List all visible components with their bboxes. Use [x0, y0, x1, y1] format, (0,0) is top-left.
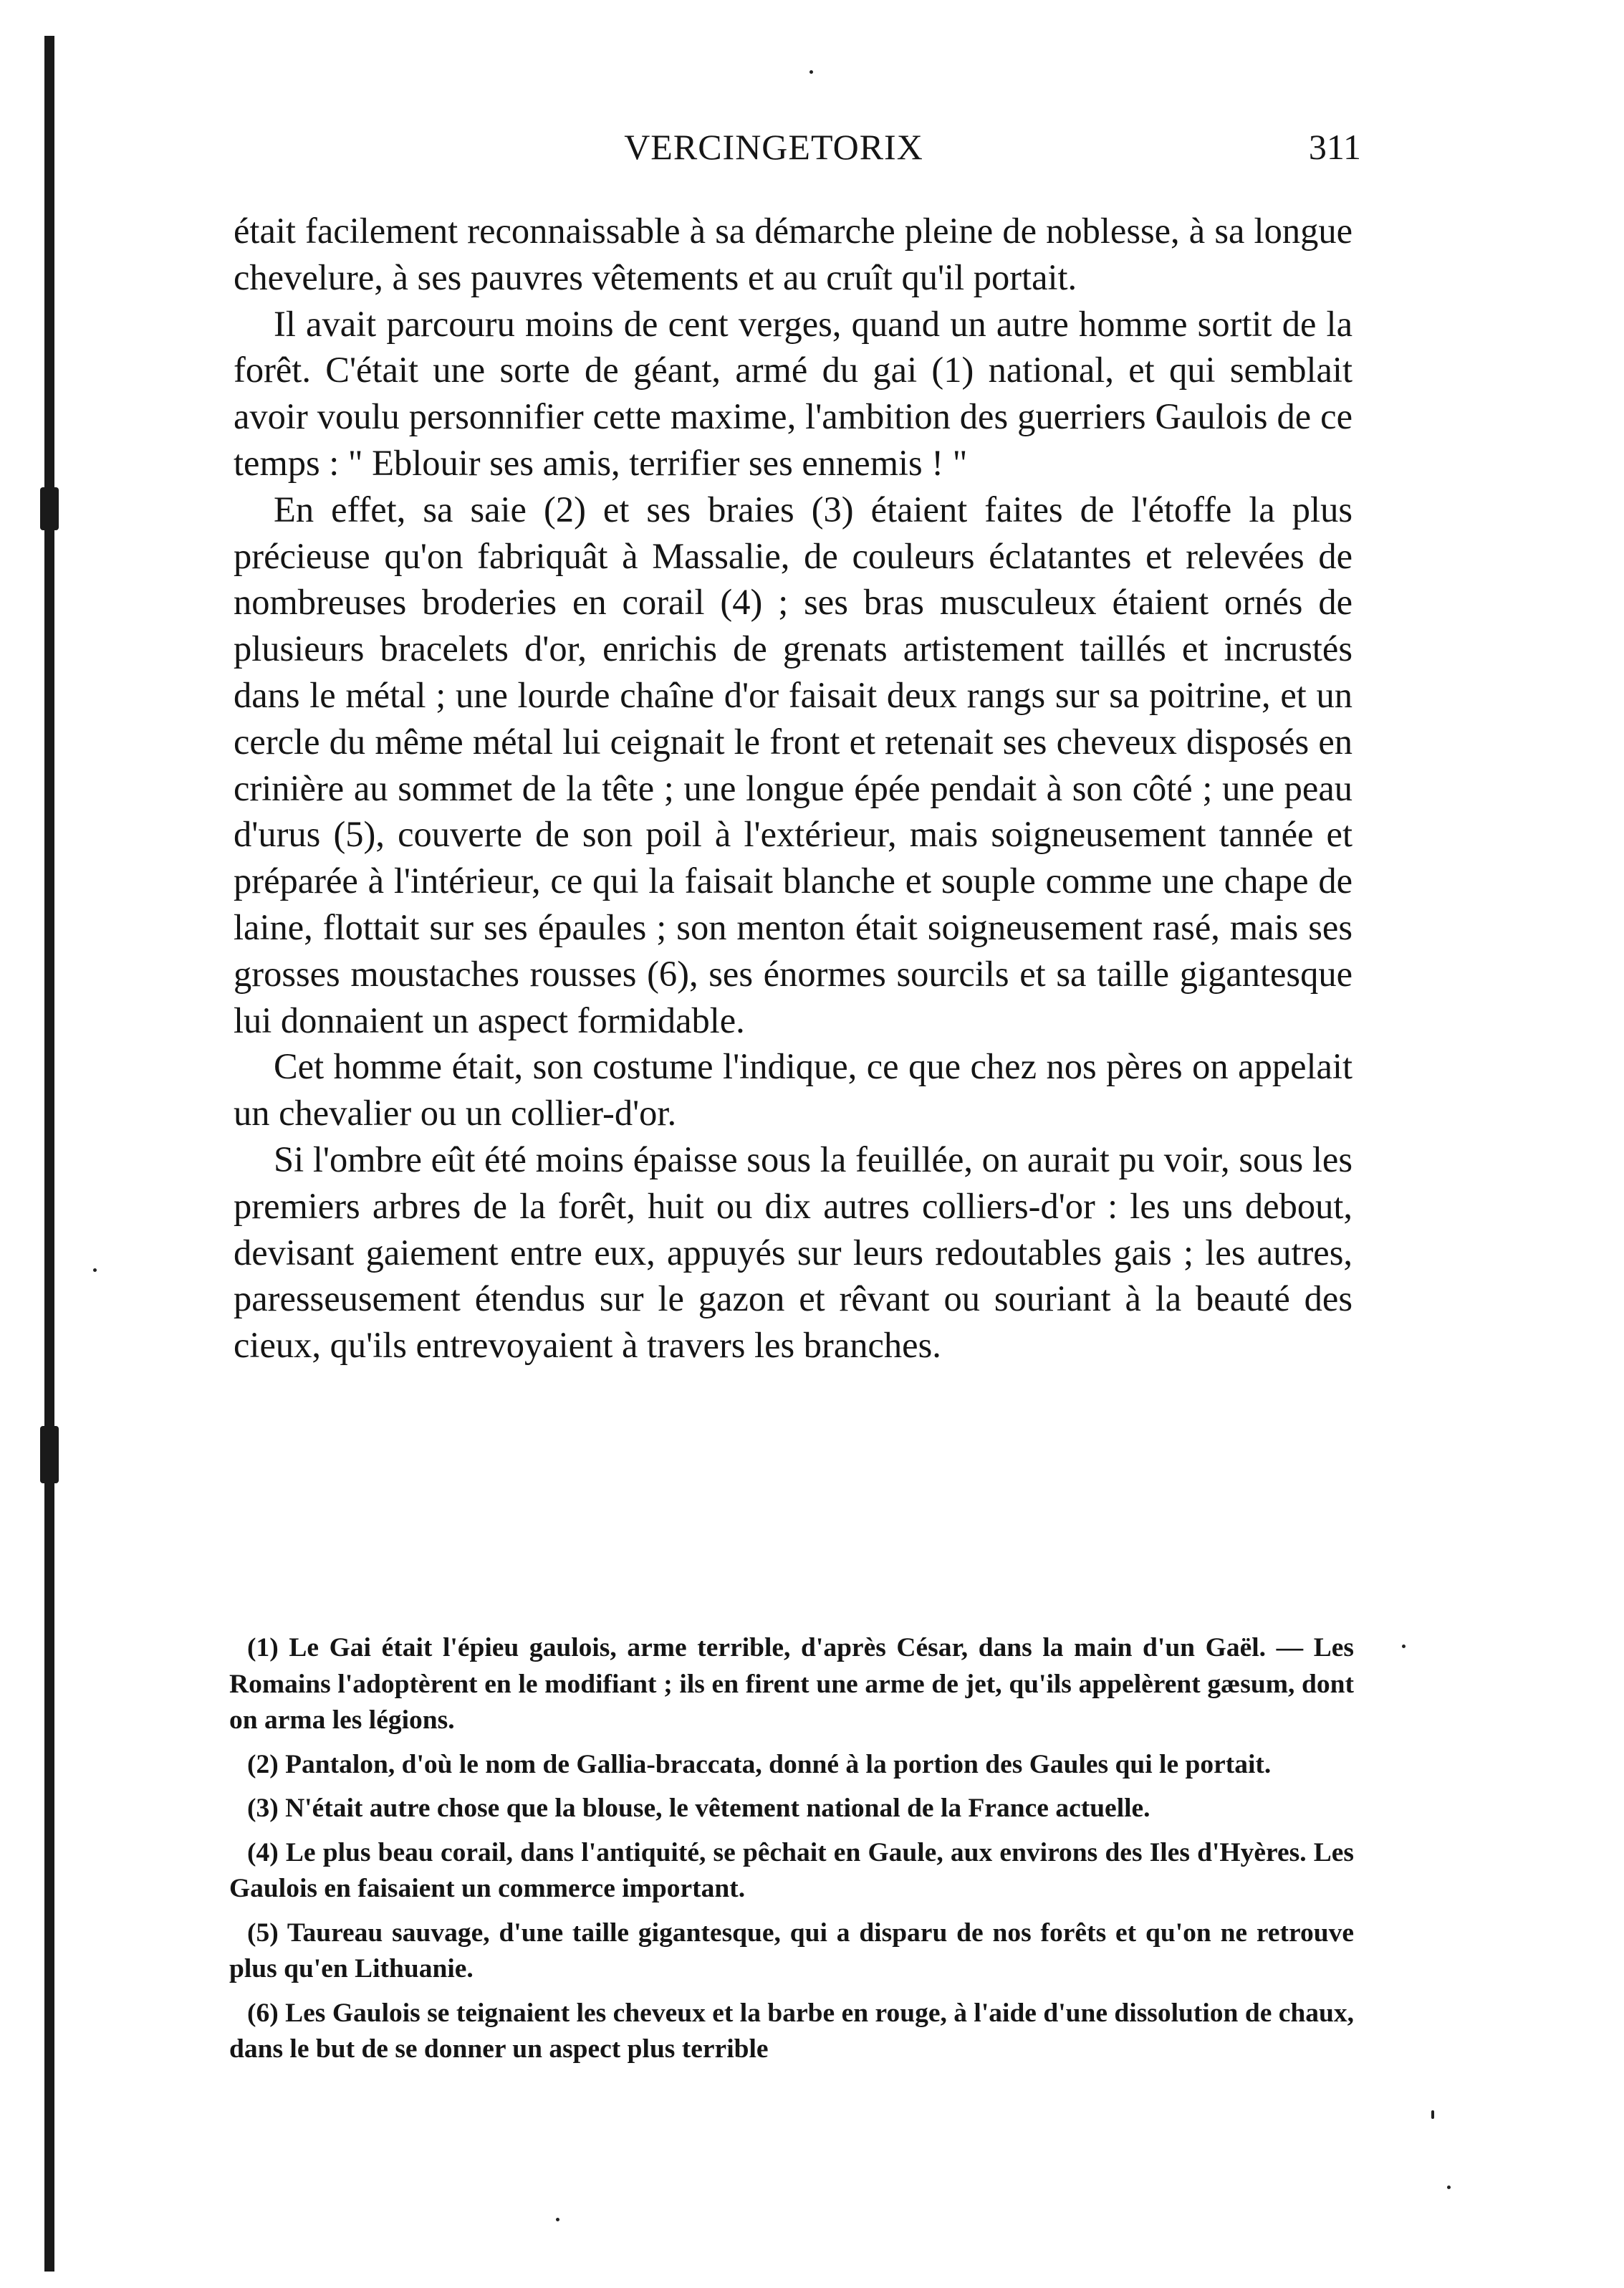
footnote: (5) Taureau sauvage, d'une taille gigantesque, qui a disparu de nos forêts et qu'on ne retrouve plus qu'en Lithuanie. [229, 1918, 1354, 1983]
body-text [234, 208, 1352, 1369]
footnote: (1) Le Gai était l'épieu gaulois, arme terrible, d'après César, dans la main d'un Gaël. — Les Romains l'adoptèrent en le modifiant ; ils en firent une arme de jet, qu'ils appelèrent gæsum, dont on arma les légions. [229, 1633, 1354, 1735]
binding-notch [40, 487, 59, 530]
ink-speck [1447, 2186, 1451, 2189]
footnote: (2) Pantalon, d'où le nom de Gallia-braccata, donné à la portion des Gaules qui le portait. [247, 1749, 1272, 1779]
page-number: 311 [1308, 127, 1361, 167]
page-binding-edge [44, 36, 54, 2272]
running-head-title: VERCINGETORIX [624, 127, 923, 167]
paragraph: était facilement reconnaissable à sa démarche pleine de noblesse, à sa longue chevelure, à ses pauvres vêtements et au cruît qu'il portait. [234, 211, 1352, 297]
paragraph: En effet, sa saie (2) et ses braies (3) étaient faites de l'étoffe la plus précieuse qu'on fabriquât à Massalie, de couleurs éclatantes et relevées de nombreuses broderies en corail (4) ; ses bras musculeux étaient ornés de plusieurs bracelets d'or, enrichis de grenats artistement taillés et incrustés dans le métal ; une lourde chaîne d'or faisait deux rangs sur sa poitrine, et un cercle du même métal lui ceignait le front et retenait ses cheveux disposés en crinière au sommet de la tête ; une longue épée pendait à son côté ; une peau d'urus (5), couverte de son poil à l'extérieur, mais soigneusement tannée et préparée à l'intérieur, ce qui la faisait blanche et souple comme une chape de laine, flottait sur ses épaules ; son menton était soigneusement rasé, mais ses grosses moustaches rousses (6), ses énormes sourcils et sa taille gigantesque lui donnaient un aspect formidable. [234, 489, 1352, 1040]
paragraph: Il avait parcouru moins de cent verges, quand un autre homme sortit de la forêt. C'était une sorte de géant, armé du gai (1) national, et qui semblait avoir voulu personnifier cette maxime, l'ambition des guerriers Gaulois de ce temps : " Eblouir ses amis, terrifier ses ennemis ! " [234, 303, 1352, 483]
ink-speck [1402, 1645, 1406, 1648]
footnote: (3) N'était autre chose que la blouse, le vêtement national de la France actuelle. [247, 1794, 1150, 1823]
binding-notch [40, 1426, 59, 1483]
ink-speck [809, 70, 813, 74]
footnote: (4) Le plus beau corail, dans l'antiquité, se pêchait en Gaule, aux environs des Iles d'Hyères. Les Gaulois en faisaient un commerce important. [229, 1837, 1354, 1903]
paragraph: Cet homme était, son costume l'indique, ce que chez nos pères on appelait un chevalier ou un collier-d'or. [234, 1046, 1352, 1134]
ink-speck [1431, 2110, 1434, 2119]
ink-speck [556, 2218, 559, 2221]
footnote: (6) Les Gaulois se teignaient les cheveux et la barbe en rouge, à l'aide d'une dissolution de chaux, dans le but de se donner un aspect plus terrible [229, 1998, 1354, 2064]
paragraph: Si l'ombre eût été moins épaisse sous la feuillée, on aurait pu voir, sous les premiers arbres de la forêt, huit ou dix autres colliers-d'or : les uns debout, devisant gaiement entre eux, appuyés sur leurs redoutables gais ; les autres, paresseusement étendus sur le gazon et rêvant ou souriant à la beauté des cieux, qu'ils entrevoyaient à travers les branches. [234, 1139, 1352, 1366]
footnotes [229, 1630, 1354, 2076]
running-head [229, 126, 1375, 176]
ink-speck [93, 1268, 97, 1272]
